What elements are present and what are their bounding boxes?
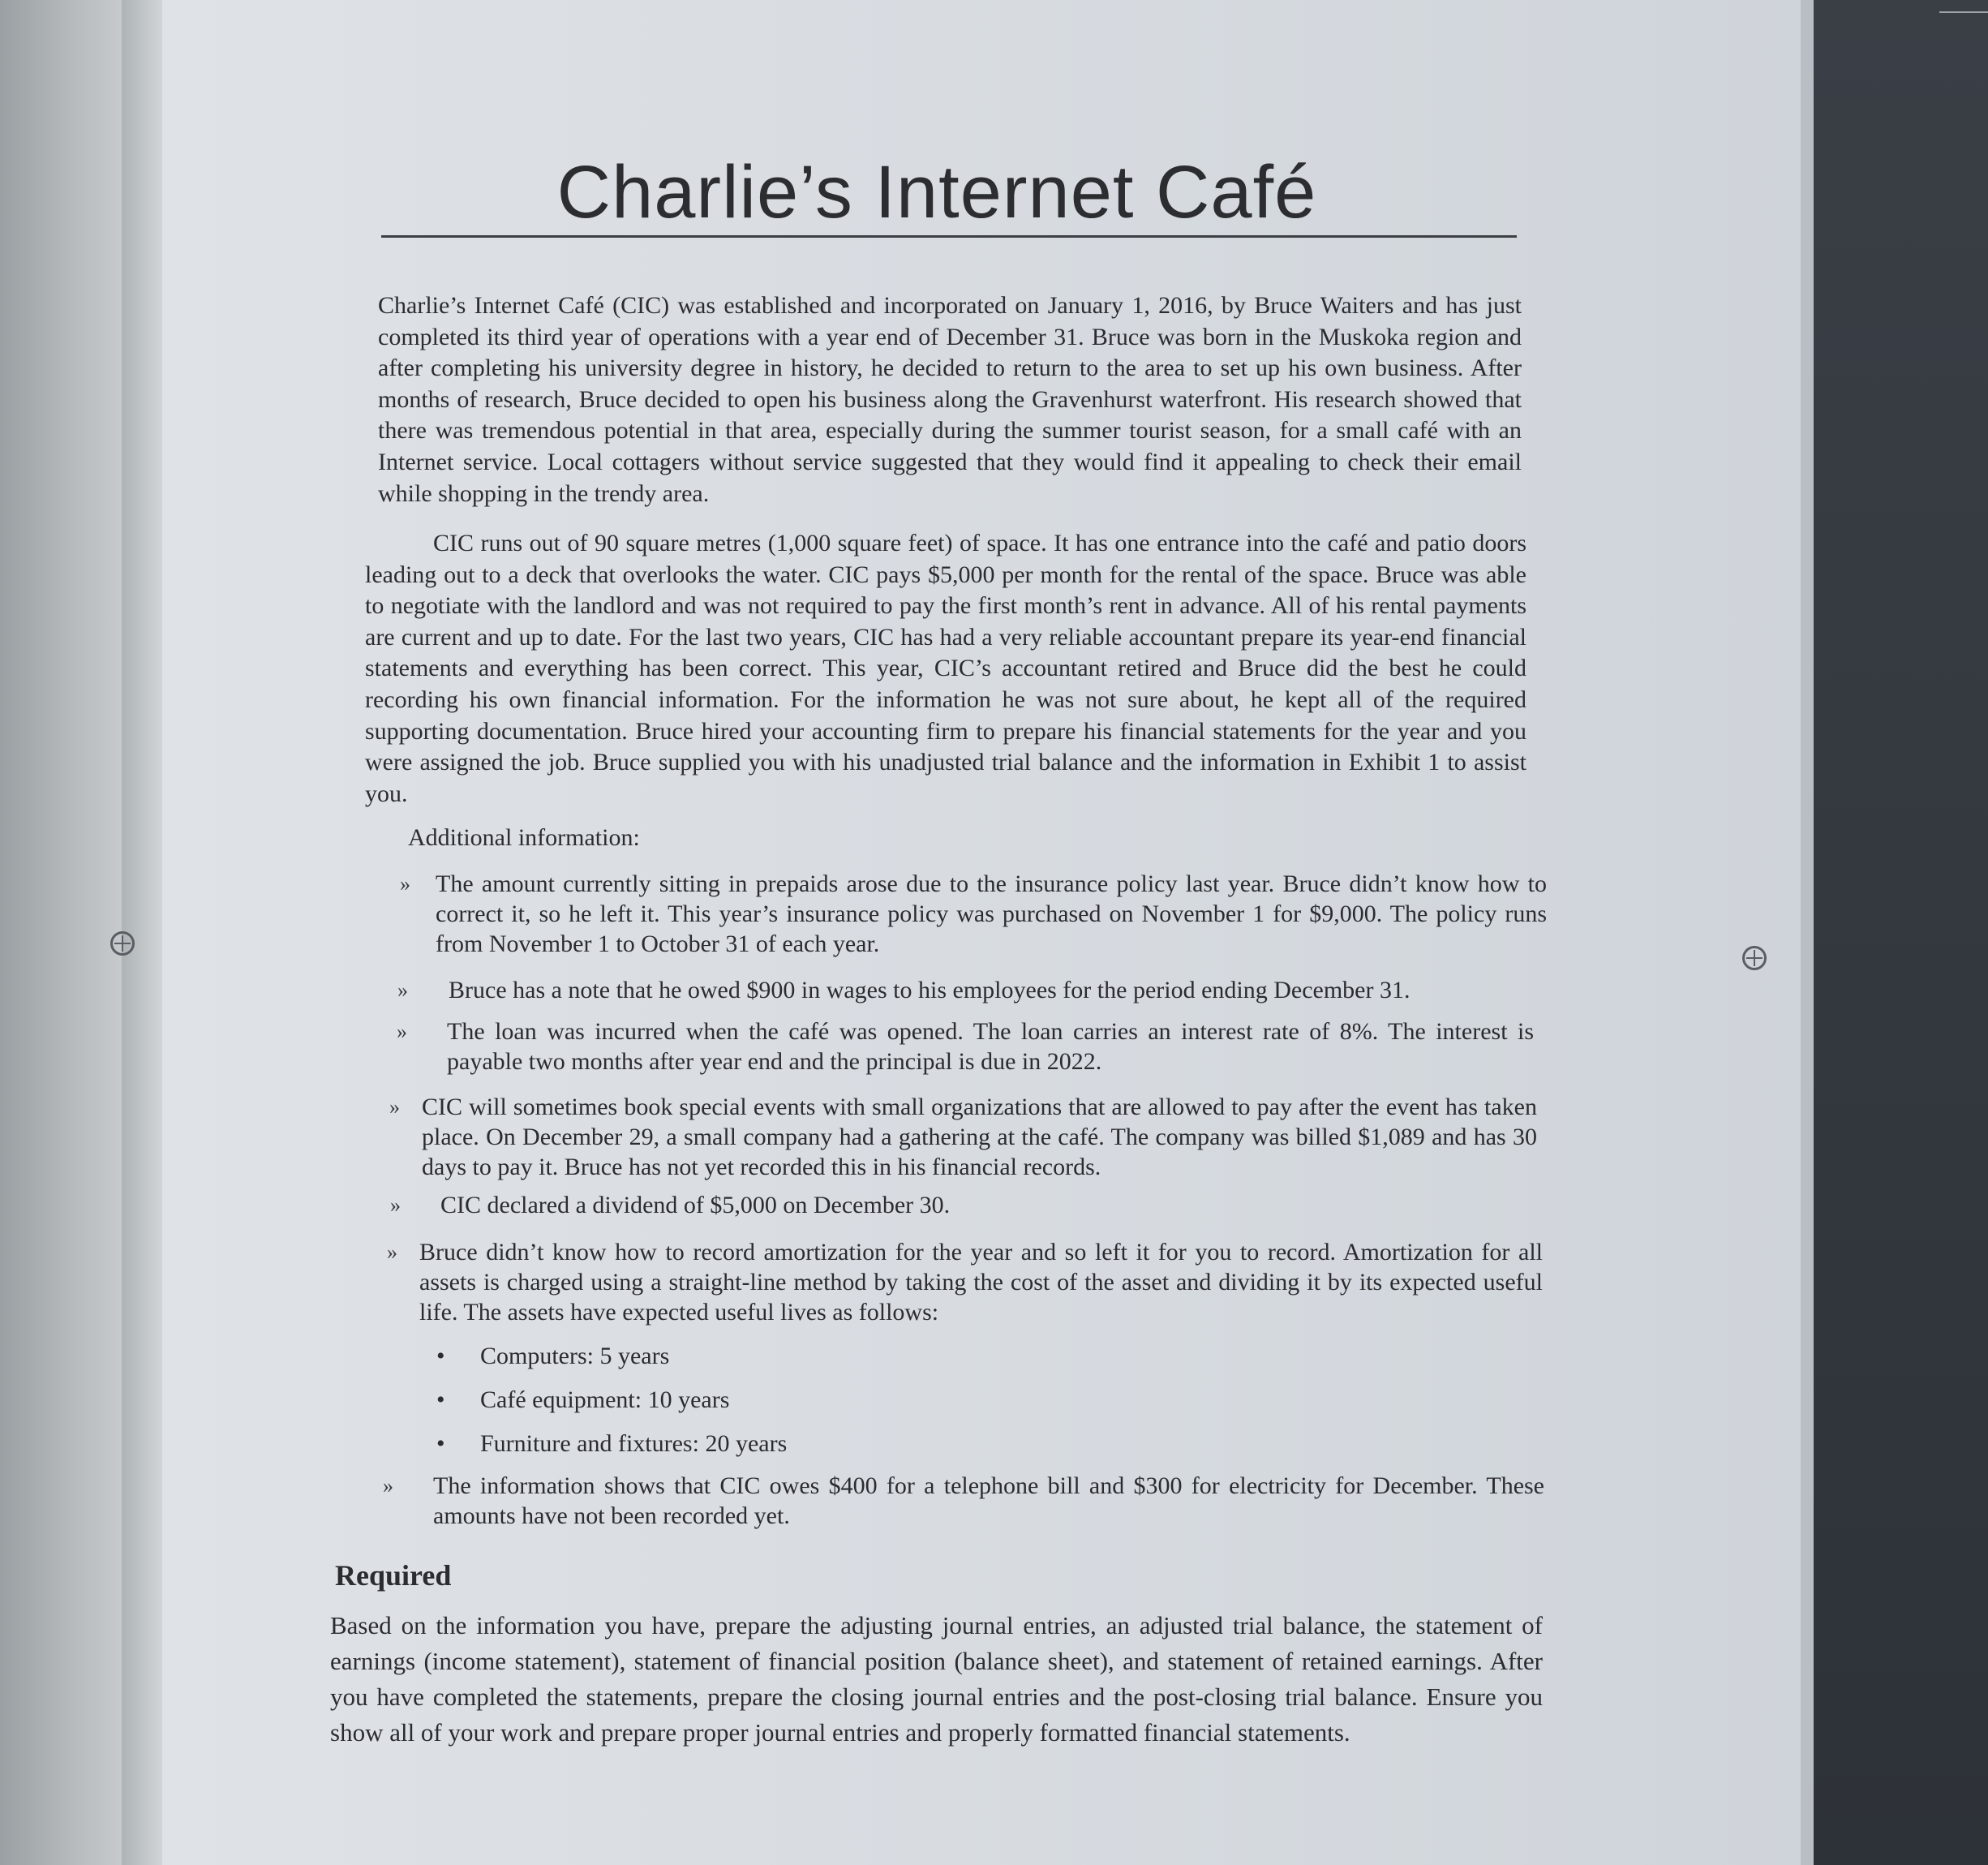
list-item	[389, 1092, 1537, 1182]
intro-paragraph: Charlie’s Internet Café (CIC) was established and incorporated on January 1, 2016, by Bruce Waiters and has just completed its third year of operations with a year end of December 31. Bruce was born in the Muskoka region and after completing his university degree in history, he decided to return to the area to set up his own business. After months of research, Bruce decided to open his business along the Gravenhurst waterfront. His research showed that there was tremendous potential in that area, especially during the summer tourist season, for a small café with an Internet service. Local cottagers without service suggested that they would find it appealing to check their email while shopping in the trendy area.	[378, 292, 1522, 507]
additional-info-heading: Additional information:	[408, 824, 640, 851]
sub-bullet-marker: •	[436, 1343, 445, 1369]
list-item-text: Bruce didn’t know how to record amortization for the year and so left it for you to record. Amortization for all assets is charged using a straight-line method by taking the cost of the asset and dividing it by its expected useful life. The assets have expected useful lives as follows:	[419, 1239, 1543, 1326]
sub-bullet-marker: •	[436, 1386, 445, 1413]
sub-list-item	[436, 1385, 730, 1415]
list-item	[400, 869, 1547, 959]
required-heading: Required	[335, 1559, 452, 1592]
page-edge	[1801, 0, 1814, 1865]
list-item	[390, 1190, 1544, 1220]
bullet-marker: »	[397, 978, 408, 1002]
list-item-text: The loan was incurred when the café was opened. The loan carries an interest rate of 8%. The interest is payable two months after year end and the principal is due in 2022.	[447, 1018, 1534, 1075]
registration-mark-icon	[1742, 946, 1767, 970]
list-item-text: The amount currently sitting in prepaids arose due to the insurance policy last year. Bruce didn’t know how to correct it, so he left it. This year’s insurance policy was purchased on November 1 for $9,000. The policy runs from November 1 to October 31 of each year.	[436, 870, 1547, 957]
required-paragraph: Based on the information you have, prepare the adjusting journal entries, an adjusted trial balance, the statement of earnings (income statement), statement of financial position (balance sheet), and statement of retained earnings. After you have completed the statements, prepare the closing journal entries and the post-closing trial balance. Ensure you show all of your work and prepare proper journal entries and properly formatted financial statements.	[330, 1611, 1543, 1747]
bullet-marker: »	[390, 1193, 401, 1217]
sub-bullet-marker: •	[436, 1430, 445, 1457]
list-item-text: CIC will sometimes book special events with small organizations that are allowed to pay after the event has taken place. On December 29, a small company had a gathering at the café. The company was billed $1,089 and has 30 days to pay it. Bruce has not yet recorded this in his financial records.	[422, 1094, 1537, 1180]
list-item-text: The information shows that CIC owes $400 for a telephone bill and $300 for electricity for December. These amounts have not been recorded yet.	[433, 1472, 1544, 1529]
title-divider	[381, 235, 1517, 238]
sub-list-item-text: Computers: 5 years	[480, 1343, 670, 1369]
bullet-marker: »	[389, 1095, 400, 1119]
desk-background	[0, 0, 130, 1865]
sub-list-item-text: Furniture and fixtures: 20 years	[480, 1430, 788, 1457]
list-item-text: CIC declared a dividend of $5,000 on December 30.	[440, 1192, 951, 1218]
registration-mark-icon	[110, 931, 135, 956]
list-item	[383, 1471, 1544, 1531]
monitor-bezel	[1801, 0, 1988, 1865]
bullet-marker: »	[387, 1240, 397, 1264]
page-title: Charlie’s Internet Café	[556, 151, 1317, 234]
list-item	[387, 1237, 1543, 1327]
sub-list-item-text: Café equipment: 10 years	[480, 1386, 730, 1413]
bullet-marker: »	[400, 872, 410, 896]
sub-list-item	[436, 1341, 670, 1371]
list-item	[397, 1016, 1534, 1076]
bullet-marker: »	[397, 1020, 407, 1043]
corner-line	[1939, 11, 1988, 13]
bullet-marker: »	[383, 1474, 393, 1498]
sub-list-item	[436, 1429, 788, 1459]
list-item-text: Bruce has a note that he owed $900 in wages to his employees for the period ending December 31.	[449, 977, 1410, 1003]
list-item	[397, 975, 1552, 1005]
details-paragraph: CIC runs out of 90 square metres (1,000 square feet) of space. It has one entrance into the café and patio doors leading out to a deck that overlooks the water. CIC pays $5,000 per month for the rental of the space. Bruce was able to negotiate with the landlord and was not required to pay the first month’s rent in advance. All of his rental payments are current and up to date. For the last two years, CIC has had a very reliable accountant prepare its year-end financial statements and everything has been correct. This year, CIC’s accountant retired and Bruce did the best he could recording his own financial information. For the information he was not sure about, he kept all of the required supporting documentation. Bruce hired your accounting firm to prepare his financial statements for the year and you were assigned the job. Bruce supplied you with his unadjusted trial balance and the information in Exhibit 1 to assist you.	[365, 530, 1526, 807]
